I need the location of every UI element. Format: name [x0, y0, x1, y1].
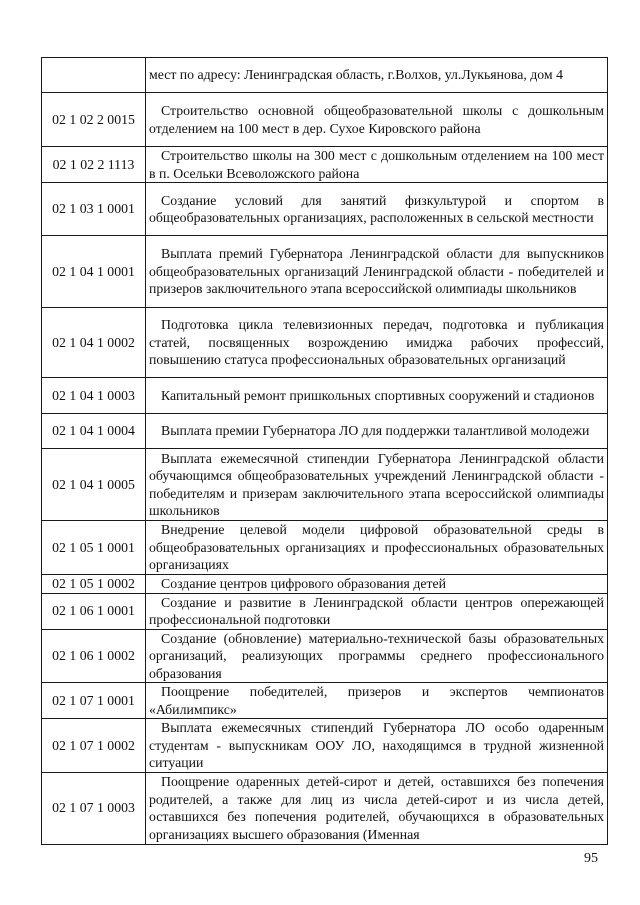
- budget-code-cell: 02 1 02 2 1113: [42, 147, 146, 183]
- table-row: [42, 378, 608, 414]
- table-row: [42, 449, 608, 521]
- table-row: [42, 772, 608, 844]
- budget-code-cell: 02 1 07 1 0003: [42, 772, 146, 844]
- description-cell: [146, 575, 608, 594]
- description-cell: [146, 414, 608, 449]
- description-cell: [146, 236, 608, 308]
- description-text: Строительство школы на 300 мест с дошкольным отделением на 100 мест в п. Осельки Всеволожского района: [149, 148, 604, 181]
- description-cell: [146, 772, 608, 844]
- budget-code-cell: [42, 58, 146, 93]
- description-text: Поощрение победителей, призеров и экспертов чемпионатов «Абилимпикс»: [149, 684, 604, 717]
- budget-code-cell: 02 1 06 1 0001: [42, 593, 146, 629]
- table-row: [42, 236, 608, 308]
- description-text: мест по адресу: Ленинградская область, г.Волхов, ул.Лукьянова, дом 4: [149, 67, 563, 83]
- description-cell: [146, 378, 608, 414]
- description-cell: [146, 147, 608, 183]
- description-cell: [146, 629, 608, 683]
- budget-code-cell: 02 1 02 2 0015: [42, 93, 146, 147]
- description-cell: [146, 683, 608, 719]
- description-text: Поощрение одаренных детей-сирот и детей, оставшихся без попечения родителей, а также для лиц из числа детей-сирот и из числа детей, оставшихся без попечения родителей, обучающихся в образовательных организациях высшего образования (Именная: [149, 774, 604, 842]
- budget-code-cell: 02 1 06 1 0002: [42, 629, 146, 683]
- budget-code-cell: 02 1 04 1 0001: [42, 236, 146, 308]
- description-text: Строительство основной общеобразовательной школы с дошкольным отделением на 100 мест в дер. Сухое Кировского района: [149, 103, 604, 136]
- description-text: Капитальный ремонт пришкольных спортивных сооружений и стадионов: [161, 387, 595, 403]
- description-text: Подготовка цикла телевизионных передач, подготовка и публикация статей, посвященных возрождению имиджа рабочих профессий, повышению статуса профессиональных образовательных организаций: [149, 317, 604, 368]
- page-number: 95: [584, 851, 598, 866]
- budget-code-cell: 02 1 04 1 0004: [42, 414, 146, 449]
- description-cell: [146, 449, 608, 521]
- table-row: [42, 593, 608, 629]
- table-row: [42, 183, 608, 236]
- description-text: Выплата ежемесячных стипендий Губернатора ЛО особо одаренным студентам - выпускникам ООУ ЛО, находящимся в трудной жизненной ситуации: [149, 720, 604, 770]
- table-row: [42, 683, 608, 719]
- budget-code-cell: 02 1 03 1 0001: [42, 183, 146, 236]
- description-cell: [146, 93, 608, 147]
- description-text: Создание условий для занятий физкультурой и спортом в общеобразовательных организациях, расположенных в сельской местности: [149, 192, 604, 225]
- description-text: Создание и развитие в Ленинградской области центров опережающей профессиональной подготовки: [149, 594, 604, 627]
- budget-code-cell: 02 1 05 1 0002: [42, 575, 146, 594]
- description-text: Создание центров цифрового образования детей: [161, 576, 447, 591]
- budget-code-cell: 02 1 07 1 0001: [42, 683, 146, 719]
- table-row: [42, 719, 608, 773]
- description-text: Создание (обновление) материально-технической базы образовательных организаций, реализующих программы среднего профессионального образования: [149, 630, 604, 681]
- table-row: [42, 308, 608, 378]
- table-row: [42, 414, 608, 449]
- description-text: Выплата премии Губернатора ЛО для поддержки талантливой молодежи: [161, 423, 590, 439]
- table-row: [42, 58, 608, 93]
- table-row: [42, 575, 608, 594]
- description-cell: [146, 593, 608, 629]
- table-row: [42, 93, 608, 147]
- description-cell: [146, 308, 608, 378]
- description-text: Внедрение целевой модели цифровой образовательной среды в общеобразовательных организациях и профессиональных образовательных организациях: [149, 522, 604, 573]
- description-cell: [146, 58, 608, 93]
- budget-code-cell: 02 1 07 1 0002: [42, 719, 146, 773]
- budget-code-cell: 02 1 04 1 0005: [42, 449, 146, 521]
- budget-code-cell: 02 1 04 1 0002: [42, 308, 146, 378]
- description-cell: [146, 719, 608, 773]
- table-row: [42, 521, 608, 575]
- table-row: [42, 629, 608, 683]
- description-cell: [146, 183, 608, 236]
- budget-code-table: [41, 57, 608, 845]
- description-cell: [146, 521, 608, 575]
- table-row: [42, 147, 608, 183]
- description-text: Выплата премий Губернатора Ленинградской области для выпускников общеобразовательных организаций Ленинградской области - победителей и призеров заключительного этапа всероссийской олимпиады школьников: [149, 246, 604, 297]
- description-text: Выплата ежемесячной стипендии Губернатора Ленинградской области обучающимся общеобразовательных учреждений Ленинградской области - победителям и призерам заключительного этапа всероссийской олимпиады школьников: [149, 450, 604, 518]
- budget-code-cell: 02 1 05 1 0001: [42, 521, 146, 575]
- budget-code-cell: 02 1 04 1 0003: [42, 378, 146, 414]
